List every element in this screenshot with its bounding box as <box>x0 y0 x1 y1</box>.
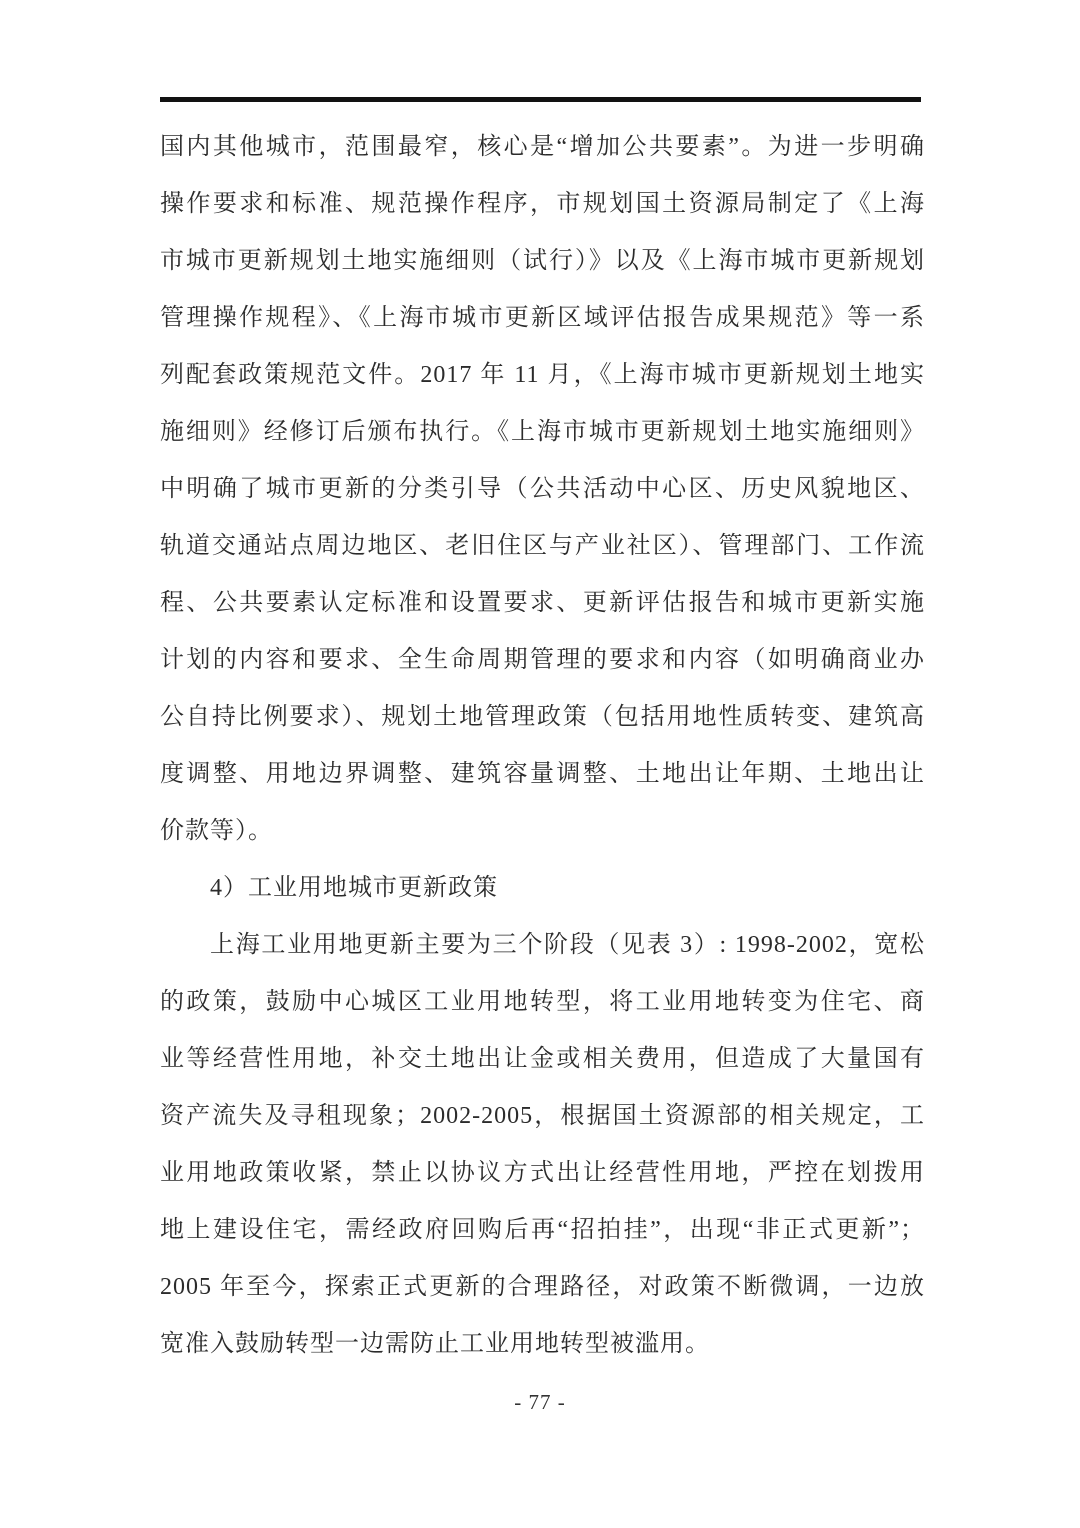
text-line: 施细则》经修订后颁布执行。《上海市城市更新规划土地实施细则》 <box>160 419 925 445</box>
text-line: 中明确了城市更新的分类引导（公共活动中心区、历史风貌地区、 <box>160 476 925 502</box>
text-line-paragraph-end: 价款等）。 <box>160 818 273 844</box>
body-text <box>160 119 925 1373</box>
text-line: 国内其他城市，范围最窄，核心是“增加公共要素”。为进一步明确 <box>160 134 925 160</box>
text-line: 公自持比例要求）、规划土地管理政策（包括用地性质转变、建筑高 <box>160 704 925 730</box>
text-line: 资产流失及寻租现象；2002-2005，根据国土资源部的相关规定，工 <box>160 1103 925 1129</box>
text-line: 业等经营性用地，补交土地出让金或相关费用，但造成了大量国有 <box>160 1046 925 1072</box>
text-line: 地上建设住宅，需经政府回购后再“招拍挂”，出现“非正式更新”； <box>160 1217 925 1243</box>
text-line: 上海工业用地更新主要为三个阶段（见表 3）: 1998-2002，宽松 <box>210 932 925 958</box>
text-line: 度调整、用地边界调整、建筑容量调整、土地出让年期、土地出让 <box>160 761 925 787</box>
text-line-paragraph-end: 宽准入鼓励转型一边需防止工业用地转型被滥用。 <box>160 1331 710 1357</box>
section-heading-line: 4）工业用地城市更新政策 <box>210 875 498 901</box>
text-line: 市城市更新规划土地实施细则（试行）》以及《上海市城市更新规划 <box>160 248 925 274</box>
page-number: - 77 - <box>514 1390 566 1414</box>
text-line: 2005 年至今，探索正式更新的合理路径，对政策不断微调，一边放 <box>160 1274 925 1300</box>
text-line: 轨道交通站点周边地区、老旧住区与产业社区）、管理部门、工作流 <box>160 533 925 559</box>
text-line: 列配套政策规范文件。2017 年 11 月，《上海市城市更新规划土地实 <box>160 362 925 388</box>
text-line: 操作要求和标准、规范操作程序，市规划国土资源局制定了《上海 <box>160 191 925 217</box>
text-line: 的政策，鼓励中心城区工业用地转型，将工业用地转变为住宅、商 <box>160 989 925 1015</box>
text-line: 程、公共要素认定标准和设置要求、更新评估报告和城市更新实施 <box>160 590 925 616</box>
header-rule <box>160 97 921 102</box>
text-line: 管理操作规程》、《上海市城市更新区域评估报告成果规范》等一系 <box>160 305 925 331</box>
text-line: 计划的内容和要求、全生命周期管理的要求和内容（如明确商业办 <box>160 647 925 673</box>
text-line: 业用地政策收紧，禁止以协议方式出让经营性用地，严控在划拨用 <box>160 1160 925 1186</box>
